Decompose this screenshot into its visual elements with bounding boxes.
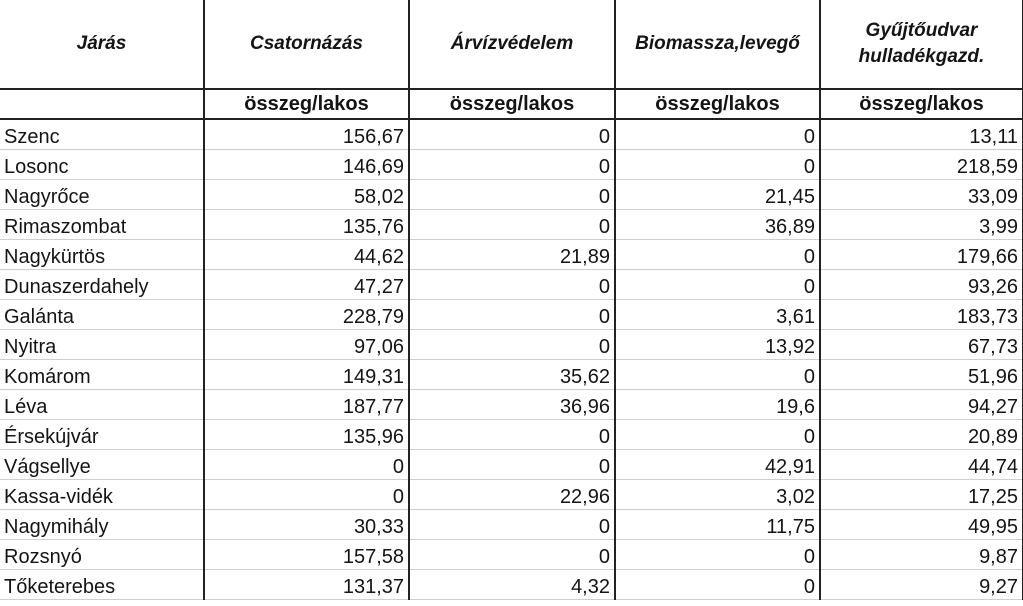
table-row	[0, 390, 1023, 420]
district-cell: Nagykürtös	[0, 240, 204, 270]
value-cell: 21,45	[615, 180, 820, 210]
district-cell: Léva	[0, 390, 204, 420]
value-cell: 11,75	[615, 510, 820, 540]
value-cell: 0	[615, 420, 820, 450]
value-cell: 0	[615, 150, 820, 180]
header-row	[0, 0, 1023, 89]
value-cell: 17,25	[820, 480, 1023, 510]
table-row	[0, 510, 1023, 540]
header-jaras: Járás	[0, 0, 204, 89]
value-cell: 30,33	[204, 510, 409, 540]
district-cell: Tőketerebes	[0, 570, 204, 600]
value-cell: 51,96	[820, 360, 1023, 390]
district-cell: Nyitra	[0, 330, 204, 360]
table-row	[0, 210, 1023, 240]
value-cell: 44,62	[204, 240, 409, 270]
value-cell: 49,95	[820, 510, 1023, 540]
value-cell: 13,11	[820, 119, 1023, 150]
value-cell: 218,59	[820, 150, 1023, 180]
value-cell: 58,02	[204, 180, 409, 210]
value-cell: 187,77	[204, 390, 409, 420]
table-row	[0, 330, 1023, 360]
value-cell: 131,37	[204, 570, 409, 600]
value-cell: 44,74	[820, 450, 1023, 480]
value-cell: 0	[409, 510, 615, 540]
value-cell: 33,09	[820, 180, 1023, 210]
header-arvizvedelem: Árvízvédelem	[409, 0, 615, 89]
value-cell: 0	[204, 450, 409, 480]
district-cell: Nagymihály	[0, 510, 204, 540]
district-cell: Kassa-vidék	[0, 480, 204, 510]
value-cell: 93,26	[820, 270, 1023, 300]
value-cell: 9,27	[820, 570, 1023, 600]
value-cell: 183,73	[820, 300, 1023, 330]
district-cell: Rimaszombat	[0, 210, 204, 240]
district-cell: Érsekújvár	[0, 420, 204, 450]
table-row	[0, 480, 1023, 510]
header-gyujtoudvar-line2: hulladékgazd.	[858, 46, 985, 67]
value-cell: 135,96	[204, 420, 409, 450]
district-cell: Dunaszerdahely	[0, 270, 204, 300]
value-cell: 0	[615, 270, 820, 300]
value-cell: 94,27	[820, 390, 1023, 420]
value-cell: 19,6	[615, 390, 820, 420]
value-cell: 42,91	[615, 450, 820, 480]
value-cell: 0	[409, 180, 615, 210]
value-cell: 0	[204, 480, 409, 510]
value-cell: 36,89	[615, 210, 820, 240]
value-cell: 0	[615, 119, 820, 150]
subheader-cell: összeg/lakos	[615, 89, 820, 119]
header-gyujtoudvar	[820, 0, 1023, 89]
table-row	[0, 420, 1023, 450]
table-body	[0, 119, 1023, 600]
header-gyujtoudvar-line1: Gyűjtőudvar	[865, 20, 978, 41]
district-cell: Losonc	[0, 150, 204, 180]
value-cell: 0	[615, 540, 820, 570]
value-cell: 35,62	[409, 360, 615, 390]
district-cell: Szenc	[0, 119, 204, 150]
value-cell: 47,27	[204, 270, 409, 300]
value-cell: 156,67	[204, 119, 409, 150]
value-cell: 0	[409, 540, 615, 570]
header-biomassza: Biomassza,levegő	[615, 0, 820, 89]
district-cell: Komárom	[0, 360, 204, 390]
value-cell: 228,79	[204, 300, 409, 330]
value-cell: 149,31	[204, 360, 409, 390]
table-row	[0, 240, 1023, 270]
value-cell: 20,89	[820, 420, 1023, 450]
value-cell: 4,32	[409, 570, 615, 600]
value-cell: 3,99	[820, 210, 1023, 240]
subheader-cell: összeg/lakos	[204, 89, 409, 119]
table-row	[0, 119, 1023, 150]
value-cell: 0	[409, 150, 615, 180]
table-row	[0, 360, 1023, 390]
table-row	[0, 450, 1023, 480]
header-csatornazas: Csatornázás	[204, 0, 409, 89]
table-row	[0, 300, 1023, 330]
value-cell: 135,76	[204, 210, 409, 240]
value-cell: 97,06	[204, 330, 409, 360]
value-cell: 157,58	[204, 540, 409, 570]
subheader-cell: összeg/lakos	[820, 89, 1023, 119]
district-cell: Rozsnyó	[0, 540, 204, 570]
value-cell: 22,96	[409, 480, 615, 510]
value-cell: 0	[409, 300, 615, 330]
value-cell: 0	[409, 420, 615, 450]
value-cell: 21,89	[409, 240, 615, 270]
value-cell: 3,61	[615, 300, 820, 330]
subheader-cell	[0, 89, 204, 119]
district-cell: Nagyrőce	[0, 180, 204, 210]
value-cell: 0	[615, 570, 820, 600]
value-cell: 9,87	[820, 540, 1023, 570]
value-cell: 0	[409, 210, 615, 240]
value-cell: 13,92	[615, 330, 820, 360]
value-cell: 0	[409, 450, 615, 480]
value-cell: 0	[409, 330, 615, 360]
value-cell: 67,73	[820, 330, 1023, 360]
subheader-row	[0, 89, 1023, 119]
value-cell: 0	[409, 270, 615, 300]
table-row	[0, 180, 1023, 210]
district-cell: Vágsellye	[0, 450, 204, 480]
district-cell: Galánta	[0, 300, 204, 330]
value-cell: 0	[409, 119, 615, 150]
value-cell: 179,66	[820, 240, 1023, 270]
value-cell: 0	[615, 240, 820, 270]
table-row	[0, 570, 1023, 600]
table-row	[0, 540, 1023, 570]
value-cell: 36,96	[409, 390, 615, 420]
table-row	[0, 270, 1023, 300]
value-cell: 3,02	[615, 480, 820, 510]
value-cell: 0	[615, 360, 820, 390]
table-row	[0, 150, 1023, 180]
value-cell: 146,69	[204, 150, 409, 180]
subheader-cell: összeg/lakos	[409, 89, 615, 119]
